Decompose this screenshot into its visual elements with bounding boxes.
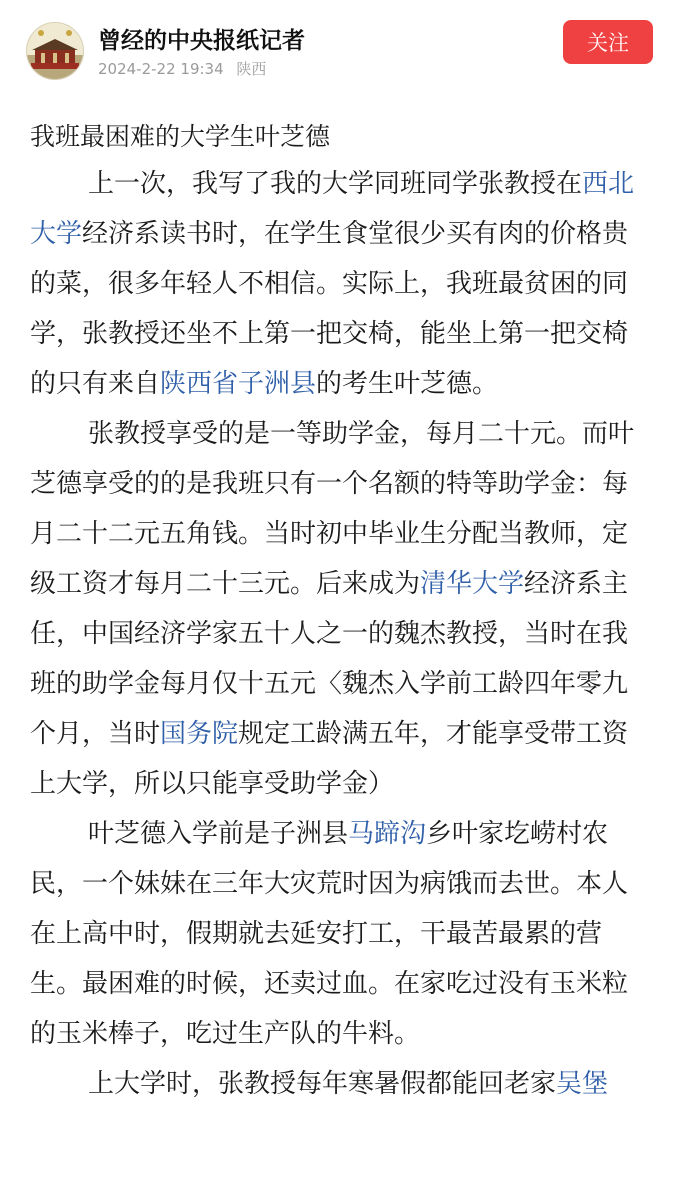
- paragraph-2: [30, 409, 652, 809]
- link-zizhou-county[interactable]: 陕西省子洲县: [160, 369, 317, 399]
- paragraph-1: [30, 159, 652, 409]
- post-location: 陕西: [236, 60, 267, 78]
- author-avatar[interactable]: [26, 22, 84, 80]
- link-matigou[interactable]: 马蹄沟: [348, 819, 427, 849]
- link-tsinghua-university[interactable]: 清华大学: [420, 569, 525, 599]
- text-span: 上一次，我写了我的大学同班同学张教授在: [88, 169, 583, 199]
- post-header: [0, 0, 679, 96]
- text-span: 经济系主任，中国经济学家五十人之一的魏杰教授，当时在我班的助学金每月仅十五元〈魏杰入学前工龄四年零九个月，当时: [30, 569, 629, 749]
- text-span: 上大学时，张教授每年寒暑假都能回老家: [88, 1069, 557, 1099]
- post-meta: [98, 58, 274, 79]
- text-span: 规定工龄满五年，才能享受带工资上大学，所以只能享受助学金）: [30, 719, 629, 799]
- text-span: 张教授享受的是一等助学金，每月二十元。而叶芝德享受的的是我班只有一个名额的特等助学金：每月二十二元五角钱。当时初中毕业生分配当教师，定级工资才每月二十三元。后来成为: [30, 419, 635, 599]
- paragraph-3: [30, 809, 652, 1059]
- article-body: [30, 115, 652, 1109]
- link-northwest-university[interactable]: 西北大学: [30, 169, 635, 249]
- text-span: 乡叶家圪崂村农民，一个妹妹在三年大灾荒时因为病饿而去世。本人在上高中时，假期就去延安打工，干最苦最累的营生。最困难的时候，还卖过血。在家吃过没有玉米粒的玉米棒子，吃过生产队的牛料。: [30, 819, 629, 1049]
- article-title: 我班最困难的大学生叶芝德: [30, 122, 331, 151]
- paragraph-4: [30, 1059, 652, 1109]
- text-span: 叶芝德入学前是子洲县: [88, 819, 349, 849]
- link-state-council[interactable]: 国务院: [160, 719, 239, 749]
- text-span: 的考生叶芝德。: [316, 369, 499, 399]
- author-name[interactable]: 曾经的中央报纸记者: [98, 28, 305, 54]
- text-span: 经济系读书时，在学生食堂很少买有肉的价格贵的菜，很多年轻人不相信。实际上，我班最贫困的同学，张教授还坐不上第一把交椅，能坐上第一把交椅的只有来自: [30, 219, 629, 399]
- follow-button[interactable]: 关注: [563, 20, 653, 64]
- link-wubao[interactable]: 吴堡: [556, 1069, 609, 1099]
- post-date: 2024-2-22 19:34: [98, 60, 224, 78]
- palace-avatar-icon: [27, 23, 83, 79]
